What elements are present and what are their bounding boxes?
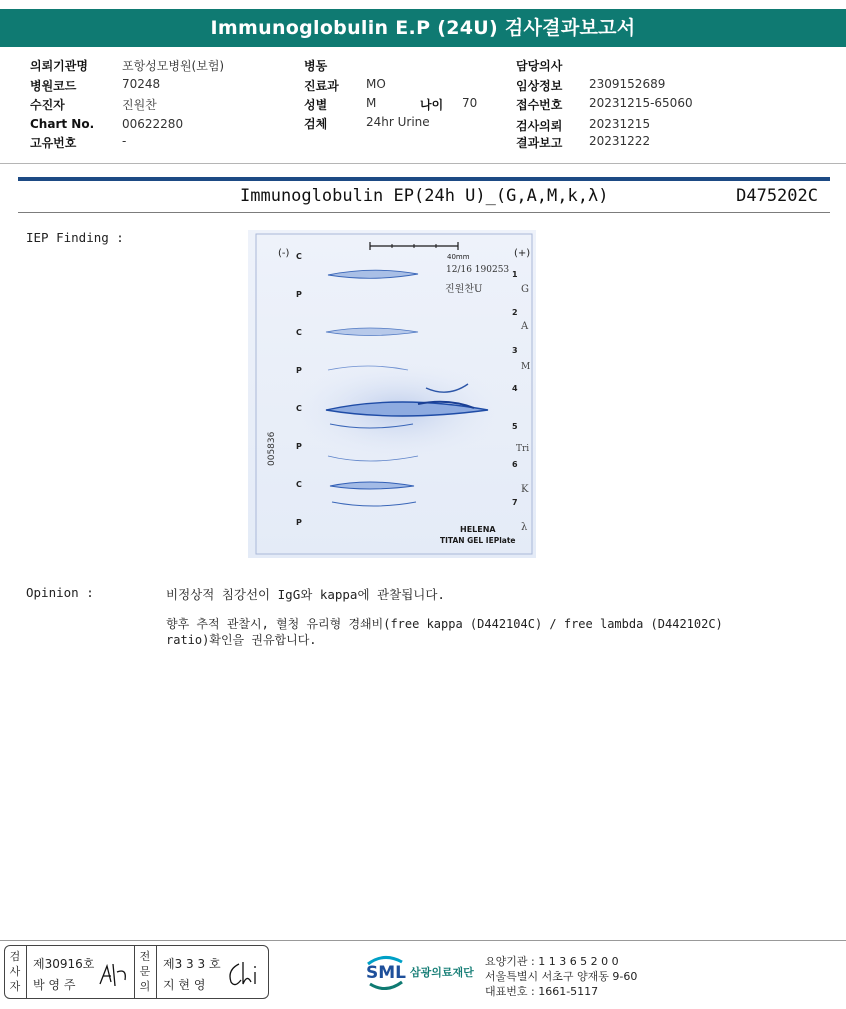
opinion-line-2: 향후 추적 관찰시, 혈청 유리형 경쇄비(free kappa (D442104C) / free lambda (D442102C) [166,617,723,631]
sml-logo [366,954,478,994]
info-request-date: 검사의뢰 20231215 [516,117,651,133]
info-chart-no: Chart No. 00622280 [30,117,184,131]
gel-lane-letter: P [296,442,302,451]
opinion-line-1: 비정상적 침강선이 IgG와 kappa에 관찰됩니다. [166,587,445,602]
report-title: Immunoglobulin E.P (24U) 검사결과보고서 [0,9,846,47]
footer-divider [0,940,846,941]
header-divider [0,163,846,164]
doctor-name: 지 현 영 [163,978,206,992]
sml-logo-text: SML [366,963,406,983]
examiner-license-no: 제30916호 [33,957,95,971]
info-department: 진료과 MO [304,77,386,93]
signature-divider [134,946,135,998]
gel-antiserum-label: M [521,362,531,372]
footer-institution-code: 요양기관 : 1 1 3 6 5 2 0 0 [485,955,619,968]
gel-lane-letter: C [296,480,302,489]
gel-lane-letter: C [296,328,302,337]
examiner-signature [97,960,131,990]
signature-divider [156,946,157,998]
gel-antiserum-label: λ [521,522,528,533]
examiner-label: 검사자 [9,950,21,993]
gel-patient-name: 진원찬U [445,284,483,295]
gel-lane-letter: P [296,366,302,375]
gel-lane-letter: P [296,518,302,527]
signature-divider [26,946,27,998]
gel-brand-helena: HELENA [460,525,496,534]
section-rule [18,177,830,181]
doctor-signature [225,958,263,990]
info-receipt-no: 접수번호 20231215-65060 [516,96,693,112]
info-patient-name: 수진자 진원찬 [30,98,157,112]
gel-antiserum-label: G [521,284,529,295]
gel-neg-label: (-) [278,248,290,259]
gel-antiserum-label: K [521,484,529,495]
doctor-license-no: 제3 3 3 호 [163,957,221,971]
signature-box [4,945,269,999]
iep-gel-image [248,230,536,558]
gel-trough-number: 5 [512,422,518,431]
gel-trough-number: 4 [512,384,518,393]
info-requesting-institution: 의뢰기관명 포항성모병원(보험) [30,59,225,73]
info-sex: 성별 M [304,96,377,112]
test-code: D475202C [736,186,818,206]
gel-trough-number: 3 [512,346,518,355]
gel-antiserum-label: Tri [516,444,530,454]
opinion-line-3: ratio)확인을 권유합니다. [166,633,317,647]
info-hospital-code: 병원코드 70248 [30,77,161,93]
gel-trough-number: 1 [512,270,518,279]
gel-trough-number: 6 [512,460,518,469]
gel-date: 12/16 190253 [446,265,510,275]
gel-trough-number: 2 [512,308,518,317]
gel-trough-number: 7 [512,498,518,507]
gel-scale-label: 40mm [447,253,470,261]
iep-finding-label: IEP Finding : [26,230,124,245]
gel-lane-letter: P [296,290,302,299]
gel-pos-label: (+) [514,248,531,259]
gel-side-id: 005836 [267,431,277,466]
info-ward: 병동 [304,59,328,73]
info-report-date: 결과보고 20231222 [516,134,651,150]
examiner-name: 박 영 주 [33,978,76,992]
test-title: Immunoglobulin EP(24h U)_(G,A,M,k,λ) [240,186,609,206]
info-specimen: 검체 24hr Urine [304,115,430,131]
info-attending-doctor: 담당의사 [516,59,563,73]
info-age: 나이 70 [420,96,478,112]
gel-lane-letter: C [296,404,302,413]
info-clinical-info: 임상정보 2309152689 [516,77,666,93]
info-unique-no: 고유번호 - [30,134,127,150]
sml-org-name: 삼광의료재단 [410,966,474,979]
title-underline [18,212,830,213]
gel-brand-plate: TITAN GEL IEPlate [440,536,516,545]
sml-logo-graphic [366,954,478,990]
opinion-label: Opinion : [26,585,94,600]
doctor-label: 전문의 [139,950,151,993]
gel-antiserum-label: A [521,321,529,332]
gel-lane-letter: C [296,252,302,261]
footer-address: 서울특별시 서초구 양재동 9-60 [485,970,638,983]
footer-phone: 대표번호 : 1661-5117 [485,985,599,998]
